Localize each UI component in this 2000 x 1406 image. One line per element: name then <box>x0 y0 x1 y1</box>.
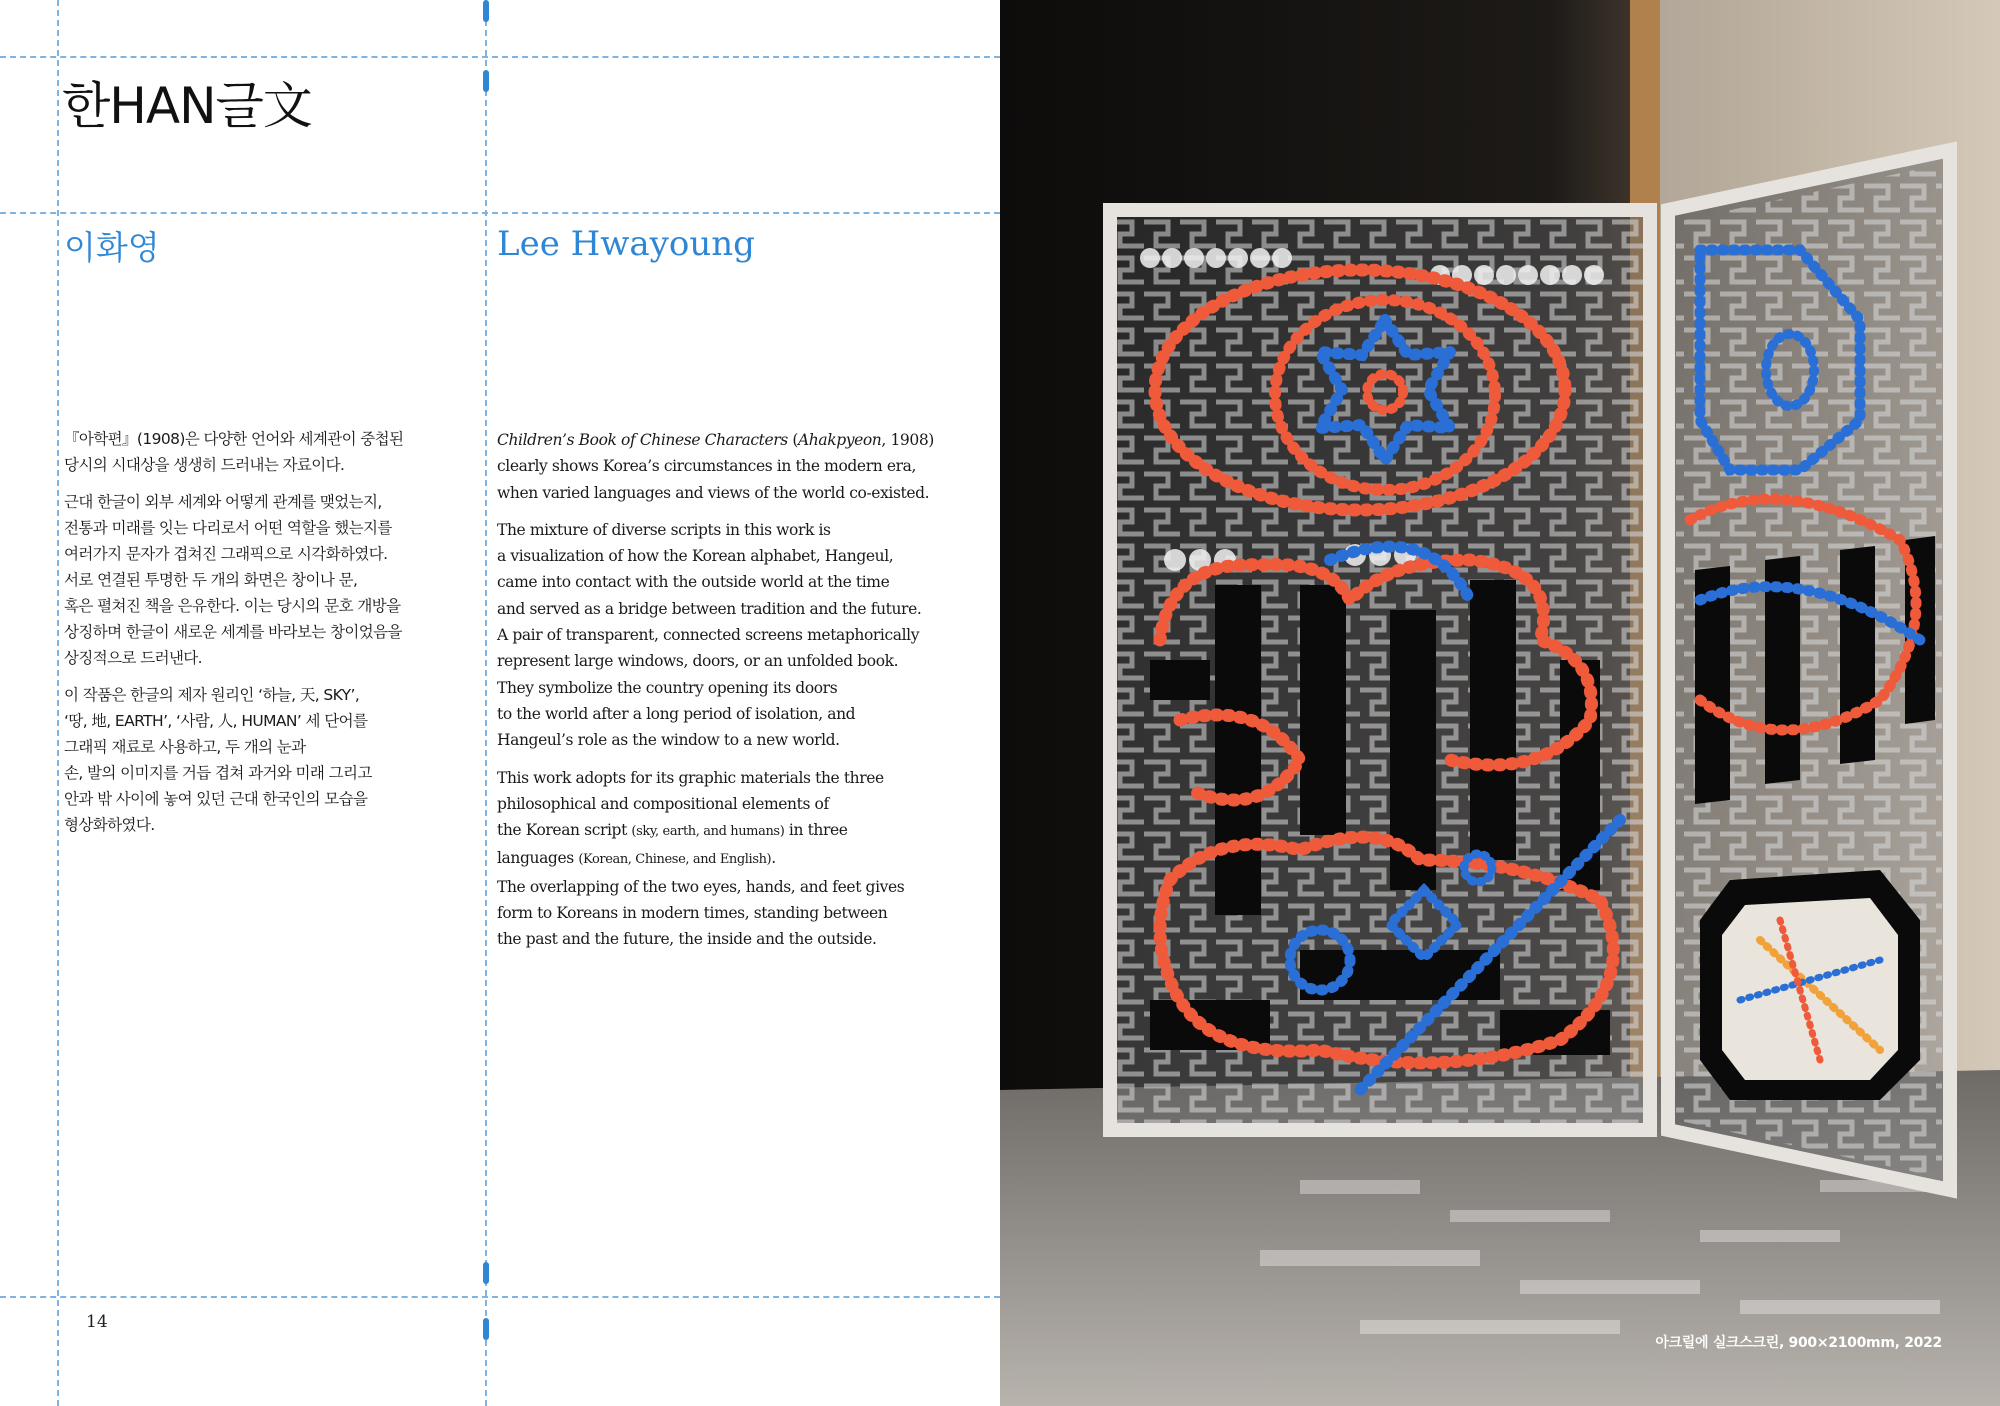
text-line: and served as a bridge between tradition and the future. <box>497 599 922 618</box>
text-line: The mixture of diverse scripts in this work is <box>497 520 831 539</box>
text-fragment: in three <box>784 821 848 840</box>
english-paragraph-1 <box>497 427 957 506</box>
page-title: 한HAN글文 <box>62 77 312 135</box>
text-line: philosophical and compositional elements of <box>497 794 829 813</box>
guide-tick <box>483 70 489 92</box>
artwork-caption: 아크릴에 실크스크린, 900×2100mm, 2022 <box>1655 1335 1942 1351</box>
text-line: the past and the future, the inside and the outside. <box>497 930 877 949</box>
text-line: when varied languages and views of the world co-existed. <box>497 483 930 502</box>
text-line: 근대 한글이 외부 세계와 어떻게 관계를 맺었는지, <box>64 493 382 511</box>
book-title-korean: Ahakpyeon <box>798 431 882 449</box>
text-line: A pair of transparent, connected screens metaphorically <box>497 626 920 645</box>
text-fragment: . <box>771 849 776 868</box>
text-line <box>497 427 957 453</box>
guide-tick <box>483 1262 489 1284</box>
artist-name-english: Lee Hwayoung <box>497 224 755 264</box>
text-line: 안과 밖 사이에 놓여 있던 근대 한국인의 모습을 <box>64 790 368 808</box>
korean-description <box>64 426 464 849</box>
english-paragraph-2 <box>497 517 957 754</box>
text-line <box>497 817 957 845</box>
text-line: form to Koreans in modern times, standing between <box>497 904 888 923</box>
artwork-photo <box>1000 0 2000 1406</box>
guide-tick <box>483 1318 489 1340</box>
guide-line <box>485 0 487 1406</box>
text-line: came into contact with the outside world at the time <box>497 573 890 592</box>
text-fragment: languages <box>497 849 579 868</box>
guide-line <box>57 0 59 1406</box>
text-line: represent large windows, doors, or an unfolded book. <box>497 652 899 671</box>
text-line: Hangeul’s role as the window to a new world. <box>497 731 840 750</box>
guide-tick <box>483 0 489 22</box>
text-line: ‘땅, 地, EARTH’, ‘사람, 人, HUMAN’ 세 단어를 <box>64 712 368 730</box>
text-fragment: (sky, earth, and humans) <box>631 824 785 840</box>
text-line: 형상화하였다. <box>64 816 155 834</box>
text-line <box>497 845 957 873</box>
text-line: 혹은 펼쳐진 책을 은유한다. 이는 당시의 문호 개방을 <box>64 597 401 615</box>
text-line: 『아학편』(1908)은 다양한 언어와 세계관이 중첩된 <box>64 430 404 448</box>
text-line: 상징적으로 드러낸다. <box>64 649 203 667</box>
text-line: clearly shows Korea’s circumstances in the modern era, <box>497 457 916 476</box>
text-line: This work adopts for its graphic materials the three <box>497 768 884 787</box>
guide-line <box>0 212 1000 214</box>
english-description <box>497 427 957 964</box>
text-line: a visualization of how the Korean alphabet, Hangeul, <box>497 547 894 566</box>
page-number: 14 <box>86 1312 108 1332</box>
text-line: 전통과 미래를 잇는 다리로서 어떤 역할을 했는지를 <box>64 519 392 537</box>
text-line: 여러가지 문자가 겹쳐진 그래픽으로 시각화하였다. <box>64 545 388 563</box>
text-line: 서로 연결된 투명한 두 개의 화면은 창이나 문, <box>64 571 358 589</box>
text-line: 그래픽 재료로 사용하고, 두 개의 눈과 <box>64 738 306 756</box>
text-line: The overlapping of the two eyes, hands, and feet gives <box>497 877 905 896</box>
text-line: 당시의 시대상을 생생히 드러내는 자료이다. <box>64 456 345 474</box>
text-fragment: (Korean, Chinese, and English) <box>578 852 772 868</box>
artist-name-korean: 이화영 <box>64 228 160 267</box>
text-line: 손, 발의 이미지를 거듭 겹쳐 과거와 미래 그리고 <box>64 764 372 782</box>
guide-line <box>0 56 1000 58</box>
korean-paragraph-2 <box>64 489 464 671</box>
artwork-photo-illustration <box>1000 0 2000 1406</box>
korean-paragraph-3 <box>64 682 464 838</box>
korean-paragraph-1 <box>64 426 464 478</box>
text-line: to the world after a long period of isolation, and <box>497 704 856 723</box>
guide-line <box>0 1296 1000 1298</box>
book-title: Children’s Book of Chinese Characters <box>497 431 788 449</box>
text-line: 상징하며 한글이 새로운 세계를 바라보는 창이었음을 <box>64 623 402 641</box>
text-fragment: the Korean script <box>497 821 632 840</box>
text-fragment: , 1908) <box>881 431 934 449</box>
text-line: 이 작품은 한글의 제자 원리인 ‘하늘, 天, SKY’, <box>64 686 360 704</box>
text-fragment: ( <box>787 431 798 449</box>
english-paragraph-3 <box>497 765 957 953</box>
text-line: They symbolize the country opening its doors <box>497 678 838 697</box>
